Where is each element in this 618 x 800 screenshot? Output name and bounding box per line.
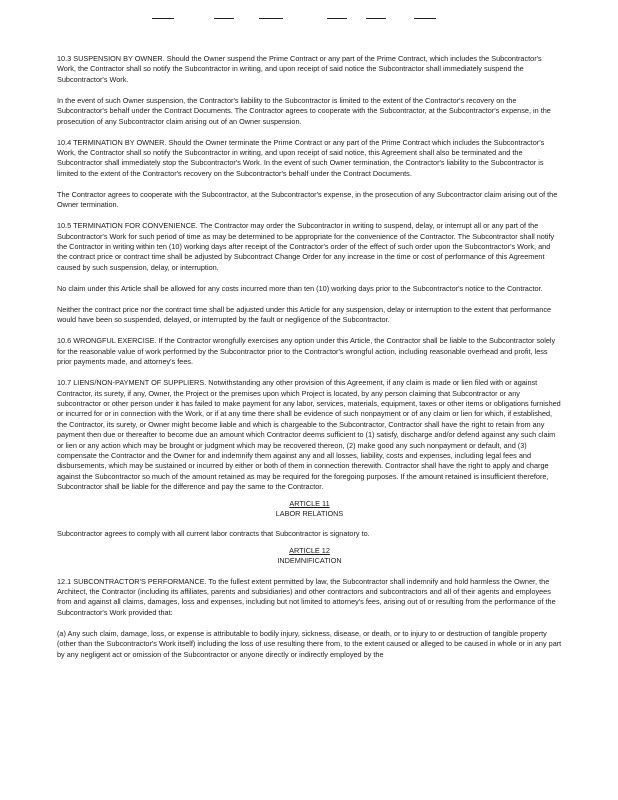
article-12-subtitle: INDEMNIFICATION [277,556,342,566]
section-10-3-liability: In the event of such Owner suspension, the Contractor's liability to the Subcontractor is limited to the extent of the Contractor's recovery on the Subcontractor's behalf under the Contract Documents. The Contractor agrees to cooperate with the Subcontractor, at the Subcontractor's expense, in the prosecution of any Subcontractor claim arising out of an Owner suspension. [57,95,551,126]
article-11-body: Subcontractor agrees to comply with all current labor contracts that Subcontractor is signatory to. [57,529,370,539]
section-10-5-claim-limit: No claim under this Article shall be allowed for any costs incurred more than ten (10) working days prior to the Subcontractor's notice to the Contractor. [57,283,543,293]
section-10-4-termination: 10.4 TERMINATION BY OWNER. Should the Owner terminate the Prime Contract or any part of the Prime Contract which includes the Subcontractor's Work, the Contractor shall so notify the Subcontractor in writing, and upon receipt of said notice, this Agreement shall also be terminated and the Subcontractor shall immediately stop the Subcontractor's Work. In the event of such Owner termination, the Contractor's liability to the Subcontractor is limited to the extent of the Contractor's recovery on the Subcontractor's behalf under the Contract Documents. [57,137,545,178]
article-11-subtitle: LABOR RELATIONS [275,508,344,518]
document-body [57,54,562,671]
article-12-heading [57,546,562,567]
section-12-1-a: (a) Any such claim, damage, loss, or expense is attributable to bodily injury, sickness, disease, or death, or to injury to or destruction of tangible property (other than the Subcontractor's Work itself) including the loss of use resulting there from, to the extent caused or alleged to be caused in whole or in any part by any negligent act or omission of the Subcontractor or anyone directly or indirectly employed by the [57,628,562,659]
section-10-4-cooperation: The Contractor agrees to cooperate with the Subcontractor, at the Subcontractor's expense, in the prosecution of any Subcontractor claim arising out of the Owner termination. [57,189,558,210]
section-12-1-performance: 12.1 SUBCONTRACTOR'S PERFORMANCE. To the fullest extent permitted by law, the Subcontractor shall indemnify and hold harmless the Owner, the Architect, the Contractor (including its affiliates, parents and subsidiaries) and other contractors and subcontractors and all of their agents and employees from and against all claims, damages, loss and expenses, including but not limited to attorney's fees, arising out of or resulting from the performance of the Subcontractor's Work provided that: [57,576,556,617]
article-11-title: ARTICLE 11 [289,498,330,508]
section-10-3-suspension: 10.3 SUSPENSION BY OWNER. Should the Owner suspend the Prime Contract or any part of the Prime Contract, which includes the Subcontractor's Work, the Contractor shall so notify the Subcontractor in writing, and upon receipt of said notice the Subcontractor shall immediately suspend the Subcontractor's Work. [57,54,542,84]
header-rule-marks [0,18,618,22]
article-11-heading [57,499,562,520]
section-10-5-convenience: 10.5 TERMINATION FOR CONVENIENCE. The Contractor may order the Subcontractor in writing to suspend, delay, or interrupt all or any part of the Subcontractor's Work for such period of time as may be determined to be appropriate for the convenience of the Contractor. The Subcontractor shall notify the Contractor in writing within ten (10) working days after receipt of the Contractor's order of the effect of such order upon the Subcontractor's Work, and the contract price or contract time shall be adjusted by Subcontract Change Order for any increase in the time or cost of performance of this Agreement caused by such suspension, delay, or interruption. [57,221,555,272]
section-10-7-liens: 10.7 LIENS/NON-PAYMENT OF SUPPLIERS. Notwithstanding any other provision of this Agreement, if any claim is made or lien filed with or against Contractor, its surety, if any, Owner, the Project or the premises upon which Project is located, by any person claiming that Subcontractor or any subcontractor or other person under it has failed to make payment for any labor, services, materials, equipment, taxes or other items or obligations furnished or incurred for or in connection with the Work, or if at any time there shall be evidence of such nonpayment or of any claim or lien for which, if established, the Contractor, its surety, or Owner might become liable and which is chargeable to the Subcontractor, Contractor shall have the right to retain from any payment then due or thereafter to become due an amount which Contractor deems sufficient to (1) satisfy, discharge and/or defend against any such claim or lien or any action which may be brought or judgment which may be recovered thereon, (2) make good any such nonpayment or default, and (3) compensate the Contractor and the Owner for and indemnify them against any and all losses, liability, costs and expenses, including legal fees and disbursements, which may be sustained or incurred by either or both of them in connection therewith. Contractor shall have the right to apply and charge against the Subcontractor so much of the amount retained as may be required for the foregoing purposes. If the amount retained is insufficient therefore, Subcontractor shall be liable for the difference and pay the same to the Contractor. [57,378,561,492]
section-10-6-wrongful-exercise: 10.6 WRONGFUL EXERCISE. If the Contractor wrongfully exercises any option under this Article, the Contractor shall be liable to the Subcontractor solely for the reasonable value of work performed by the Subcontractor prior to the Contractor's wrongful action, including reasonable overhead and profit, less prior payments made, and attorney's fees. [57,336,556,367]
article-12-title: ARTICLE 12 [289,545,330,555]
section-10-5-adjustment: Neither the contract price nor the contract time shall be adjusted under this Article for any suspension, delay or interruption to the extent that performance would have been so suspended, delayed, or interrupted by the fault or negligence of the Subcontractor. [57,304,552,325]
